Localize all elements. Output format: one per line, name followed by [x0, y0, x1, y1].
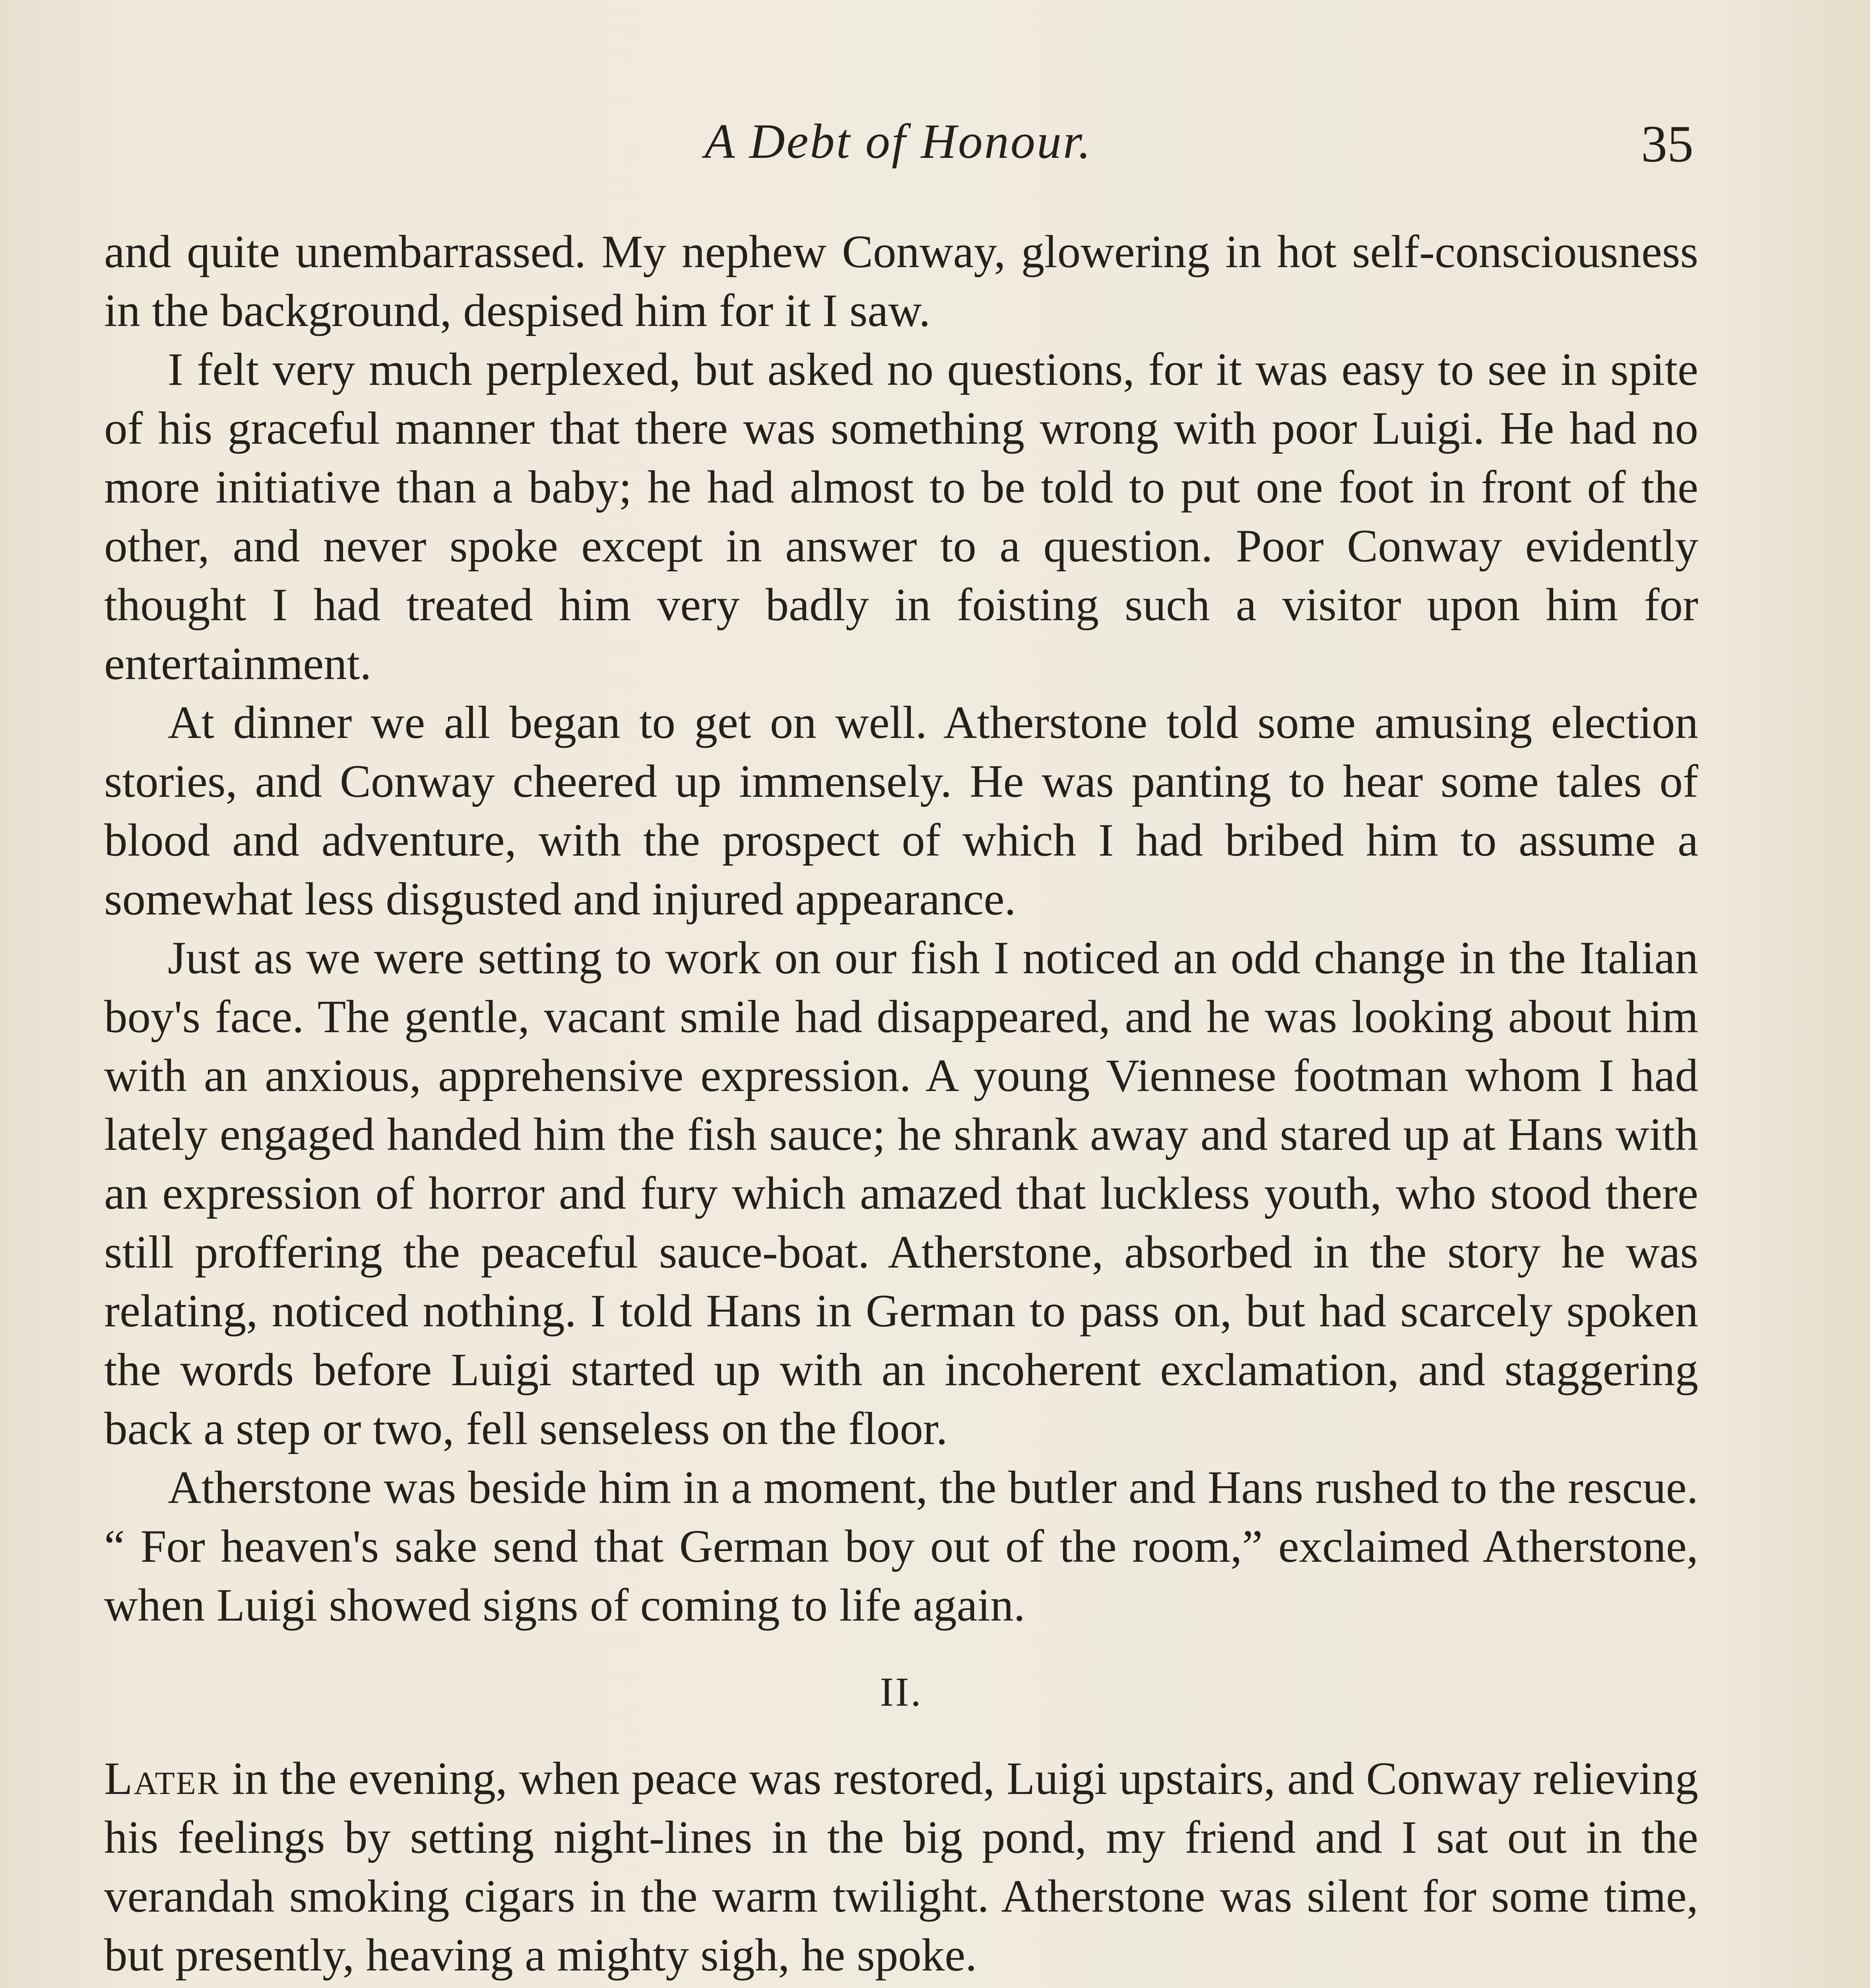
section-number: II.	[880, 1669, 923, 1715]
running-title: A Debt of Honour.	[704, 114, 1092, 169]
paragraph-6	[104, 1749, 1698, 1985]
page-number: 35	[1641, 115, 1693, 173]
paragraph-7	[104, 1985, 1698, 1988]
page-header	[103, 113, 1693, 193]
paragraph-4: Just as we were setting to work on our fish I noticed an odd change in the Italian boy's face. The gentle, vacant smile had disappeared, and he was looking about him with an anxious, apprehensive expression. A young Viennese footman whom I had lately engaged handed him the fish sauce; he shrank away and stared up at Hans with an expression of horror and fury which amazed that luckless youth, who stood there still proffering the peaceful sauce-boat. Atherstone, absorbed in the story he was relating, noticed nothing. I told Hans in German to pass on, but had scarcely spoken the words before Luigi started up with an incoherent exclamation, and staggering back a step or two, fell senseless on the floor.	[104, 932, 1698, 1454]
paragraph-1: and quite unembarrassed. My nephew Conway, glowering in hot self-consciousness in the background, despised him for it I saw.	[104, 226, 1698, 336]
section-lead-word: Later	[104, 1753, 220, 1804]
section-lead-rest: in the evening, when peace was restored, Luigi upstairs, and Conway relieving his feelings by setting night-lines in the big pond, my friend and I sat out in the verandah smoking cigars in the warm twilight. Atherstone was silent for some time, but presently, heaving a mighty sigh, he spoke.	[104, 1753, 1698, 1981]
paragraph-3: At dinner we all began to get on well. Atherstone told some amusing election stories, and Conway cheered up immensely. He was panting to hear some tales of blood and adventure, with the prospect of which I had bribed him to assume a somewhat less disgusted and injured appearance.	[104, 697, 1698, 925]
body-text	[104, 223, 1698, 1988]
paragraph-5: Atherstone was beside him in a moment, the butler and Hans rushed to the rescue. “ For heaven's sake send that German boy out of the room,” exclaimed Atherstone, when Luigi showed signs of coming to life again.	[104, 1462, 1698, 1631]
paragraph-2: I felt very much perplexed, but asked no questions, for it was easy to see in spite of his graceful manner that there was something wrong with poor Luigi. He had no more initiative than a baby; he had almost to be told to put one foot in front of the other, and never spoke except in answer to a question. Poor Conway evidently thought I had treated him very badly in foisting such a visitor upon him for entertainment.	[104, 344, 1698, 689]
